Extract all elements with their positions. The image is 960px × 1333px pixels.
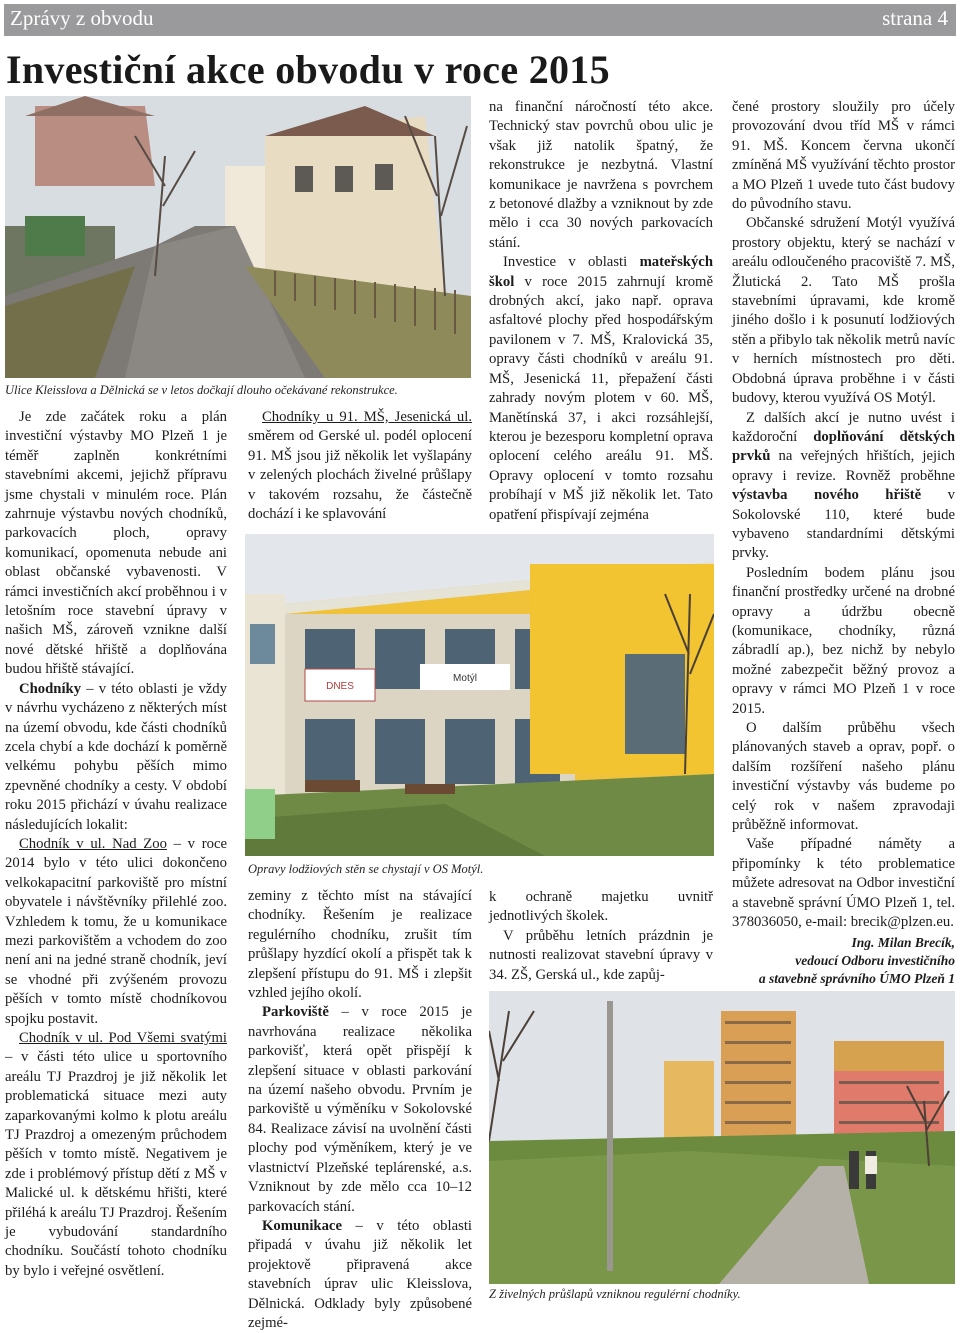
playgrounds-paragraph (732, 409, 955, 564)
roads-heading: Komunikace (262, 1217, 342, 1234)
sidewalks-paragraph (5, 680, 227, 835)
jesenicka-heading: Chodníky u 91. MŠ, Jesenická ul. (262, 409, 472, 425)
author-title-line-2: a stavebně správního ÚMO Plzeň 1 (758, 971, 955, 987)
playgrounds-text: v Sokolovské 110, které bude vybaveno standardními dětskými prvky. (732, 487, 956, 562)
housing-photo-caption: Z živelných průšlapů vzniknou regulérní chodníky. (489, 1287, 741, 1301)
pod-vsemi-svatymi-heading: Chodník v ul. Pod Všemi svatými (19, 1030, 227, 1046)
playground-elements-heading: doplňování dětských prvků (732, 428, 955, 465)
kindergartens-heading: mateřských škol (489, 254, 713, 290)
parking-heading: Parkoviště (262, 1004, 329, 1021)
sidewalks-text: – v této oblasti je vždy v návrhu vycházeno z některých míst na území obvodu, kde části chodníků zcela chybí a kde dochází k poměrně velkému pohybu pěších mimo zpevněné chodníky a cesty. V období roku 2015 přichází v úvahu realizace následujících lokalit: (5, 680, 227, 833)
author-signature (732, 934, 955, 988)
jesenicka-continued: zeminy z těchto míst na stávající chodníky. Řešením je realizace regulérního chodníku, zrušit tím průšlapy hyzdící okolí a přispět tak k zlepšení přístupu do 91. MŠ i zlepšit vzhled jejího okolí. (248, 888, 472, 1002)
sidewalks-heading: Chodníky (19, 680, 82, 697)
section-header-bar (4, 4, 956, 36)
housing-photo (489, 991, 955, 1284)
pod-vsemi-svatymi-paragraph (5, 1029, 227, 1281)
nad-zoo-text: – v roce 2014 bylo v této ulici dokončeno velkokapacitní parkoviště pro místní obyvatele i návštěvníky přilehlé zoo. Vzhledem k tomu, že u komunikace mezi parkovištěm a vchodem do zoo není ani na jedné straně chodník, jeví se vhodné při zvýšeném provozu pěších v tomto místě chodníkovou spojku postavit. (5, 835, 227, 1027)
progress-paragraph: O dalším průběhu všech plánovaných staveb a oprav, popř. o dalším rozšíření našeho plánu investiční výstavby vás budeme po celý rok v našem zpravodaji průběžně informovat. (732, 720, 955, 834)
roads-text: – v této oblasti připadá v úvahu již několik let projektově připravená akce stavebních úprav ulic Kleisslova, Dělnická. Odklady byly způsobené zejmé- (248, 1217, 472, 1331)
column-4 (732, 98, 955, 988)
article-headline: Investiční akce obvodu v roce 2015 (6, 47, 610, 92)
maintenance-paragraph: Posledním bodem plánu jsou finanční prostředky určené na drobné opravy a údržbu obecně (komunikace, chodníky, různá zábradlí ap.), bez nichž by nebylo možné zabezpečit běžný provoz a opravy v rámci MO Plzeň 1 v roce 2015. (732, 564, 955, 717)
section-title: Zprávy z obvodu (10, 6, 154, 30)
column-2-top (248, 408, 472, 524)
kindergartens-paragraph (489, 253, 713, 525)
column-3-top (489, 98, 713, 525)
column-3-bottom (489, 888, 713, 985)
street-photo-caption: Ulice Kleisslova a Dělnická se v letos dočkají dlouho očekávané rekonstrukce. (5, 383, 398, 397)
parking-paragraph (248, 1003, 472, 1216)
nad-zoo-heading: Chodník v ul. Nad Zoo (19, 835, 167, 852)
school-34-continued: čené prostory sloužily pro účely provozování dvou tříd MŠ v rámci 91. MŠ. Koncem června ukončí zmíněná MŠ využívání těchto prostor a MO Plzeň 1 uvede tuto část budovy do původního stavu. (732, 99, 955, 213)
school-photo (245, 534, 714, 856)
school-photo-caption: Opravy lodžiových stěn se chystají v OS Motýl. (248, 862, 484, 876)
parking-text: – v roce 2015 je navrhována realizace několika parkovišť, která opět přispějí k zlepšení situace v oblasti parkování na území našeho obvodu. Prvním je parkoviště u výměníku v Sokolovské 84. Realizace závisí na uvolnění části plochy pod výměníkem, který je ve vlastnictví Plzeňské teplárenské, a.s. Vzniknout by zde mělo cca 10–12 parkovacích stání. (248, 1004, 472, 1215)
playgrounds-lead: Z dalších akcí je nutno uvést i každoroční (732, 409, 955, 445)
nad-zoo-paragraph (5, 835, 227, 1029)
column-1 (5, 408, 227, 1281)
jesenicka-text: směrem od Gerské ul. podél oplocení 91. MŠ jsou již několik let vyšlapány v zelených plochách živelné průšlapy v takovém rozsahu, že částečně dochází i ke splavování (248, 428, 472, 523)
contact-paragraph: Vaše případné náměty a připomínky k této problematice můžete adresovat na Odbor investiční a stavebně správní ÚMO Plzeň 1, tel. 378036050, e-mail: brecik@plzen.eu. (732, 836, 955, 931)
roads-continued: na finanční náročností této akce. Technický stav povrchů obou ulic je však již natolik špatný, že rekonstrukce je nezbytná. Vlastní komunikace je navržena s povrchem z betonové dlažby a vzniknout by zde mělo i cca 30 nových parkovacích stání. (489, 99, 713, 251)
roads-paragraph (248, 1217, 472, 1333)
summer-works-paragraph: V průběhu letních prázdnin je nutnosti realizovat stavební úpravy v 34. ZŠ, Gerská ul., kde zapůj- (489, 927, 713, 983)
column-2-bottom (248, 887, 472, 1333)
page-number: strana 4 (882, 6, 948, 30)
author-name: Ing. Milan Brecík, (851, 935, 955, 951)
playgrounds-mid: na veřejných hřištích, jejich opravy i revize. Rovněž proběhne (732, 448, 955, 484)
author-title-line-1: vedoucí Odboru investičního (795, 953, 955, 969)
intro-paragraph: Je zde začátek roku a plán investiční výstavby MO Plzeň 1 je téměř zaplněn konkrétními stavebními akcemi, jejichž přípravu jsme chystali v minulém roce. Plán zahrnuje výstavbu nových chodníků, parkovacích ploch, opravy komunikací, opomenuta nebude ani oblast občanské vybavenosti. V rámci investičních akcí proběhnou i v letošním roce stavební úpravy v našich MŠ, zároveň vznikne další nové dětské hřiště a doplňována budou hřiště stávající. (5, 409, 227, 678)
street-photo (5, 96, 471, 378)
motyl-sign-text: Motýl (453, 673, 477, 684)
jesenicka-paragraph (248, 408, 472, 524)
motyl-paragraph: Občanské sdružení Motýl využívá prostory objektu, který se nachází v areálu odloučeného pracoviště 7. MŠ, Žlutická 2. Tato MŠ prošla stavebními úpravami, kde kromě jiného došlo i k posunutí lodžiových stěn a přibylo tak několik metrů navíc v herních místnostech pro děti. Obdobná úprava proběhne i v části budovy, kterou využívá OS Motýl. (732, 215, 955, 407)
kindergartens-continued: k ochraně majetku uvnitř jednotlivých školek. (489, 889, 713, 925)
kindergartens-lead: Investice v oblasti (503, 254, 640, 271)
pod-vsemi-svatymi-text: – v části této ulice u sportovního areálu TJ Prazdroj je již několik let problematická situace mezi auty zaparkovanými kolmo k plotu areálu TJ Prazdroj a omezeným průchodem pěších v tomto místě. Negativem je zde i problémový přístup dětí z MŠ v Malické ul. k dětskému hřišti, které přiléhá k areálu TJ Prazdroj. Řešením je vybudování standardního chodníku. Součástí tohoto chodníku by bylo i veřejné osvětlení. (5, 1049, 227, 1279)
school-sign-text: DNES (326, 681, 354, 692)
new-playground-heading: výstavba nového hřiště (732, 487, 922, 504)
kindergartens-text: v roce 2015 zahrnují kromě drobných akcí, jako např. oprava asfaltové plochy před hospodářským pavilonem v 7. MŠ, Kralovická 35, opravy části chodníků v areálu 91. MŠ, Jesenická 11, přepažení části zahrady novým plotem v 60. MŠ, Manětínská 37, i akci rozsáhlejší, kterou je bezesporu kompletní oprava oplocení celého areálu 91. MŠ. Opravy oplocení v tomto rozsahu probíhají v MŠ již několik let. Tato opatření přispívají zejména (489, 273, 713, 523)
